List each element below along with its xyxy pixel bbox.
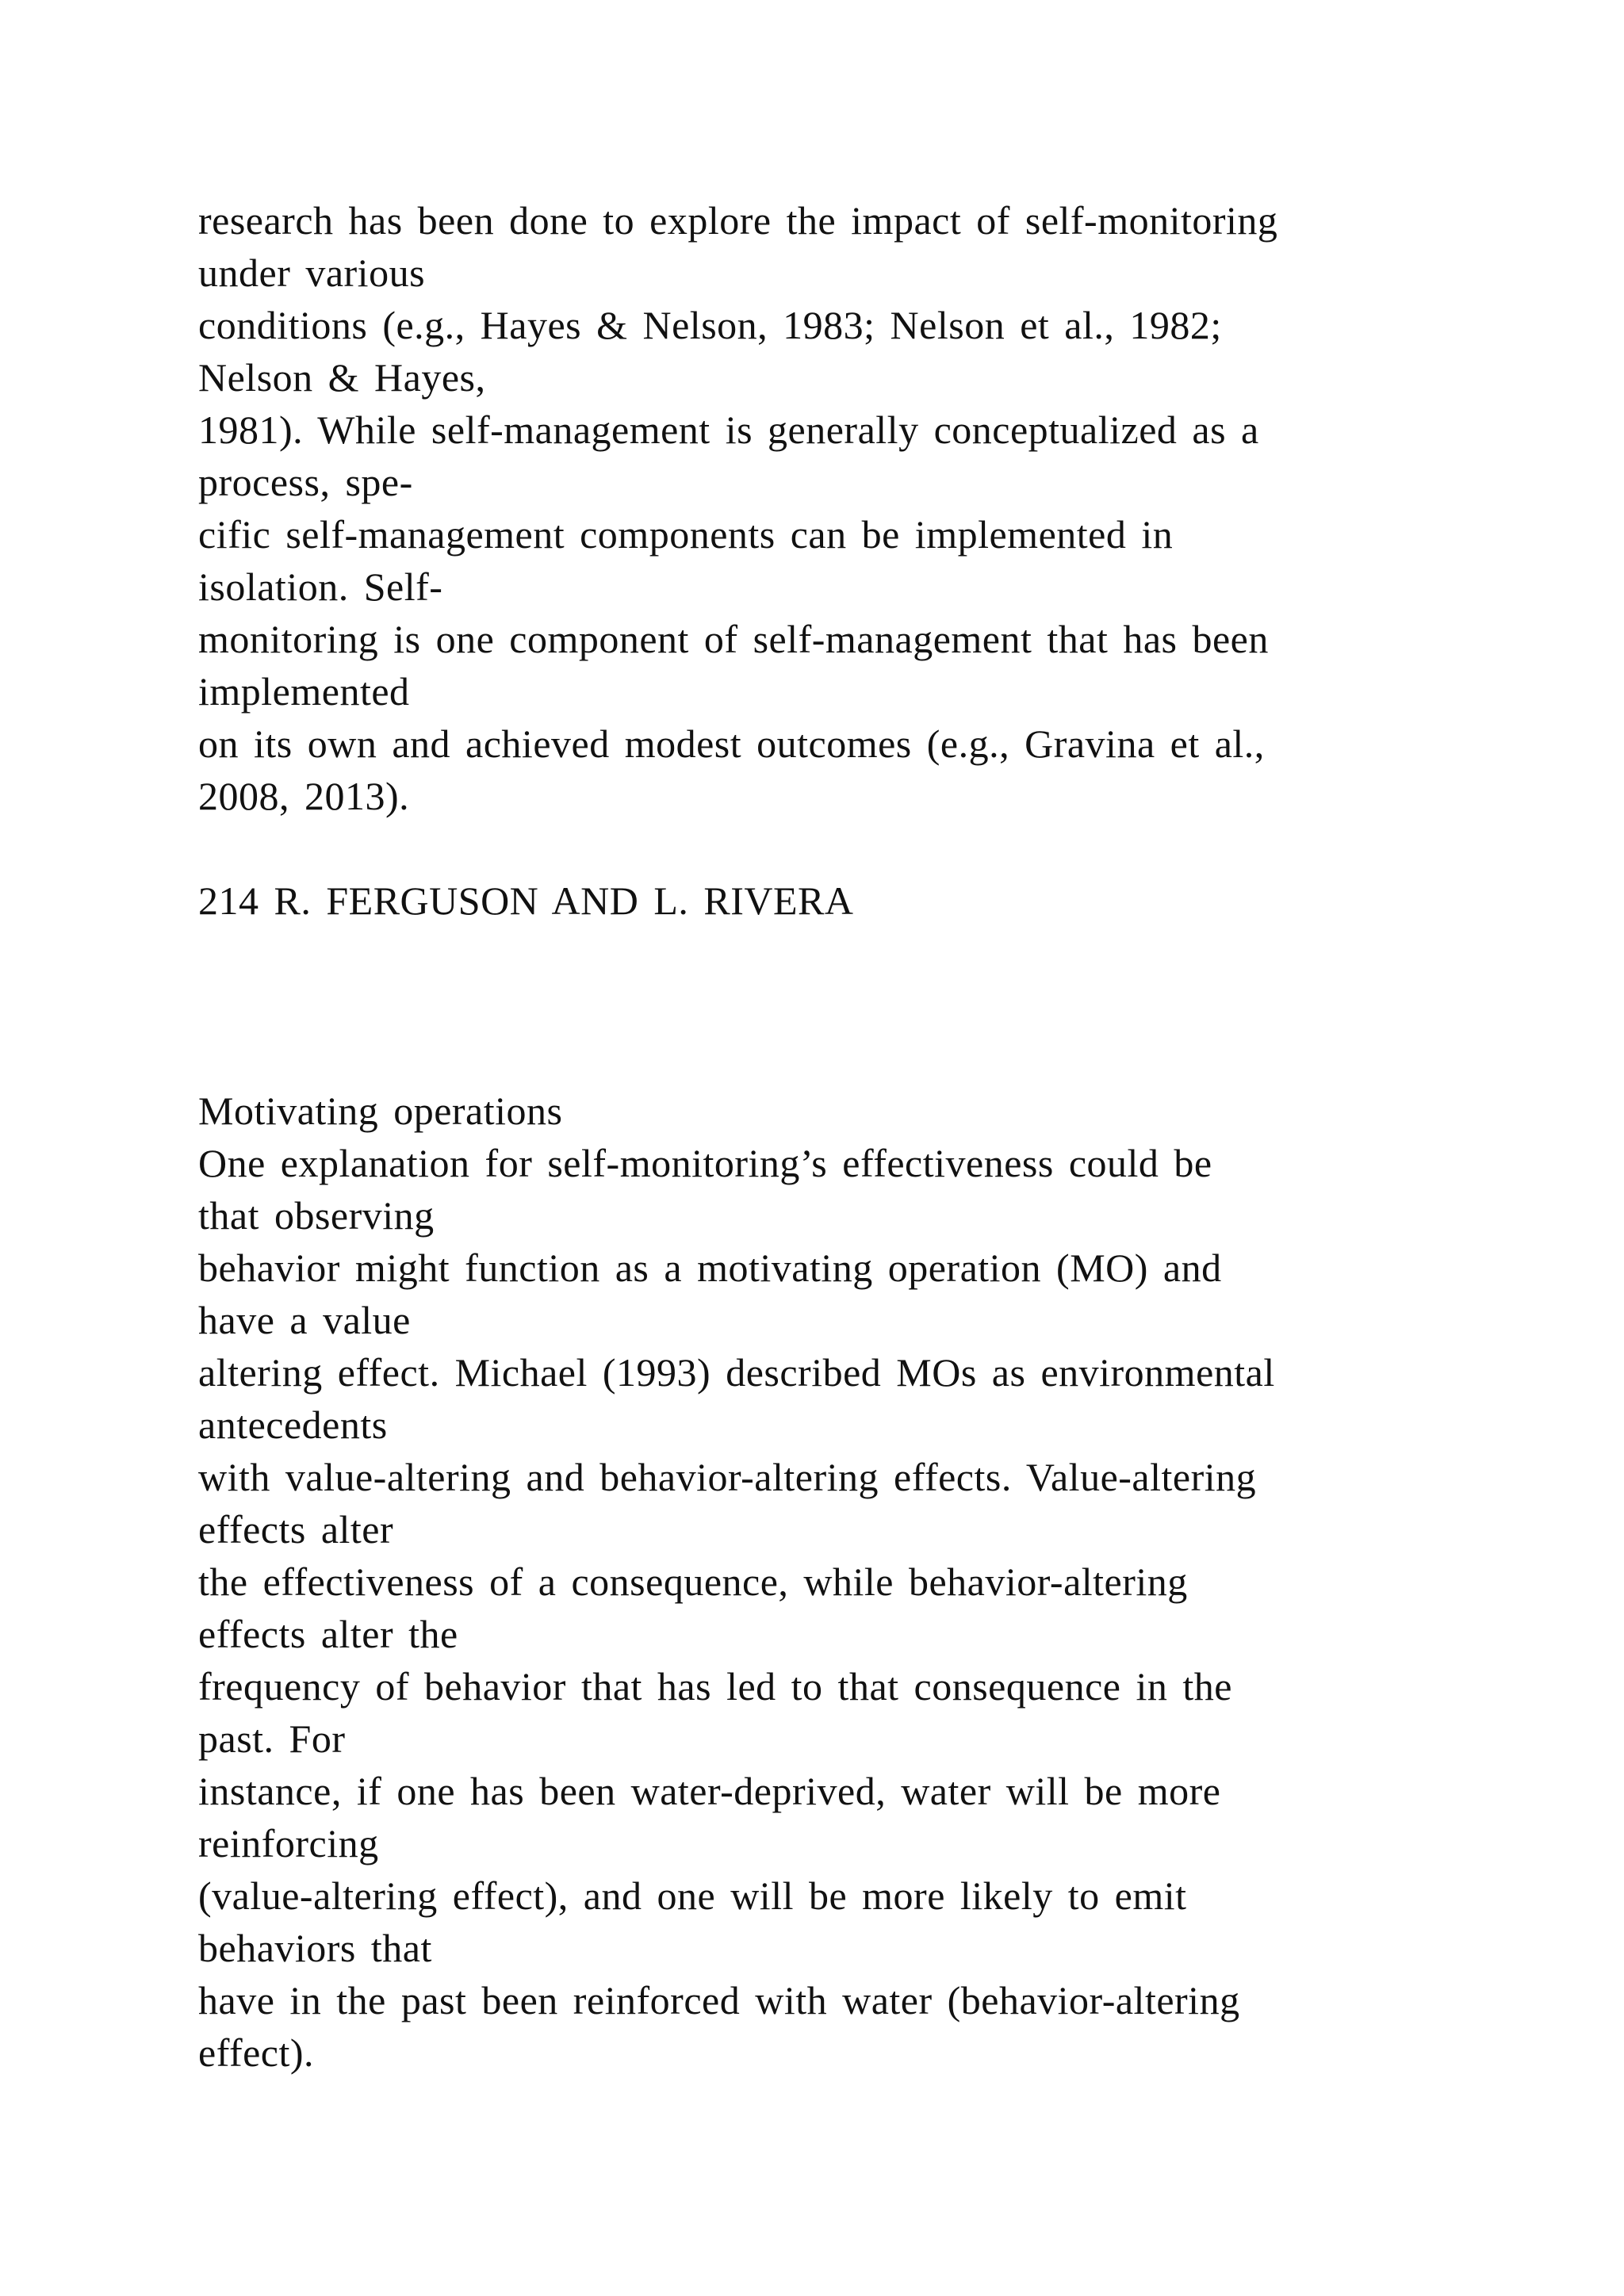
text-line: that observing	[198, 1193, 435, 1238]
text-line: process, spe-	[198, 460, 413, 504]
text-line: monitoring is one component of self-management that has been	[198, 617, 1269, 661]
text-line: isolation. Self-	[198, 564, 443, 609]
running-header: 214 R. FERGUSON AND L. RIVERA	[198, 878, 854, 923]
text-line: One explanation for self-monitoring’s effectiveness could be	[198, 1141, 1212, 1185]
text-line: 1981). While self-management is generally conceptualized as a	[198, 408, 1259, 452]
text-line: altering effect. Michael (1993) described MOs as environmental	[198, 1350, 1275, 1395]
text-line: effect).	[198, 2030, 315, 2075]
text-line: on its own and achieved modest outcomes (e.g., Gravina et al.,	[198, 721, 1265, 766]
text-line: the effectiveness of a consequence, while behavior-altering	[198, 1559, 1188, 1604]
section-heading: Motivating operations	[198, 1089, 563, 1133]
text-line: behavior might function as a motivating operation (MO) and	[198, 1246, 1222, 1290]
text-line: Nelson & Hayes,	[198, 355, 486, 400]
text-line: behaviors that	[198, 1926, 432, 1970]
text-line: conditions (e.g., Hayes & Nelson, 1983; Nelson et al., 1982;	[198, 303, 1222, 347]
text-line: instance, if one has been water-deprived, water will be more	[198, 1769, 1221, 1813]
text-line: 2008, 2013).	[198, 774, 410, 818]
text-line: frequency of behavior that has led to that consequence in the	[198, 1664, 1232, 1709]
text-line: effects alter	[198, 1507, 394, 1552]
text-line: effects alter the	[198, 1612, 458, 1656]
text-line: antecedents	[198, 1402, 388, 1447]
text-line: past. For	[198, 1716, 346, 1761]
text-line: implemented	[198, 669, 410, 714]
text-line: have in the past been reinforced with water (behavior-altering	[198, 1978, 1240, 2022]
text-line: with value-altering and behavior-altering effects. Value-altering	[198, 1455, 1257, 1499]
text-line: have a value	[198, 1298, 411, 1342]
text-line: reinforcing	[198, 1821, 379, 1866]
text-line: (value-altering effect), and one will be more likely to emit	[198, 1873, 1187, 1918]
text-line: cific self-management components can be implemented in	[198, 512, 1174, 557]
text-line: under various	[198, 251, 426, 295]
text-line: research has been done to explore the impact of self-monitoring	[198, 198, 1278, 243]
